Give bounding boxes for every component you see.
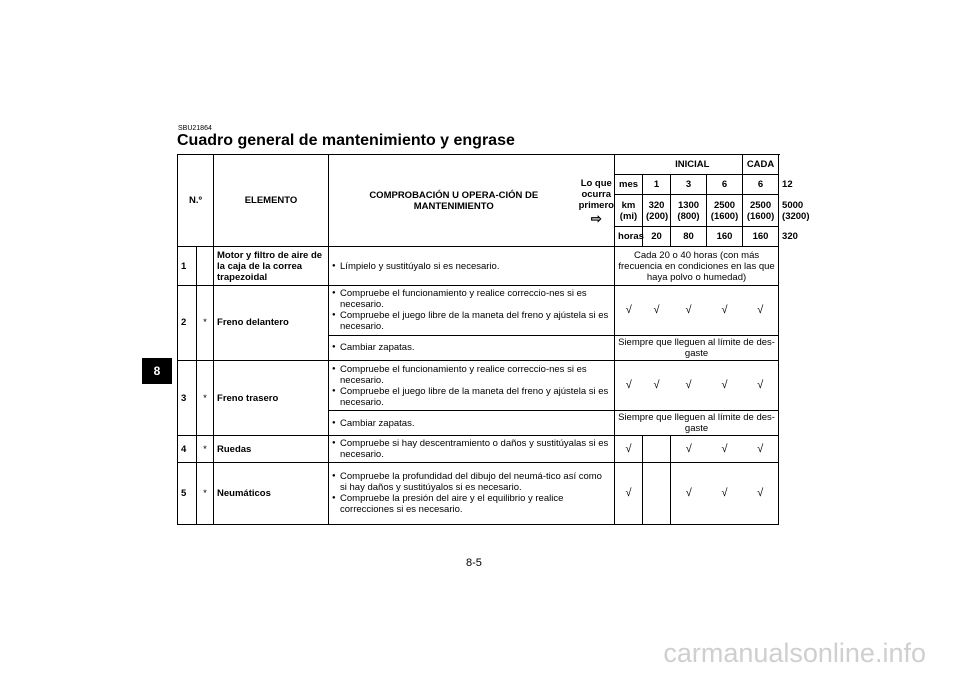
row-number: 4 (178, 436, 197, 462)
row-number: 3 (178, 361, 197, 436)
check-mark: √ (743, 436, 779, 462)
mes-value: 3 (671, 175, 707, 195)
row-operation (329, 285, 615, 335)
check-empty (643, 462, 671, 524)
check-mark: √ (707, 436, 743, 462)
row-element: Motor y filtro de aire de la caja de la correa trapezoidal (214, 247, 329, 285)
header-initial: INICIAL (643, 155, 743, 175)
operation-item: ● Cambiar zapatas. (332, 418, 611, 429)
table-row (178, 285, 779, 335)
row-operation (329, 335, 615, 360)
horas-value: 160 (743, 227, 779, 247)
header-check: COMPROBACIÓN U OPERA-CIÓN DE MANTENIMIENTO (329, 155, 579, 247)
km-value: 320 (200) (643, 195, 671, 227)
check-mark: √ (643, 361, 671, 411)
check-mark: √ (671, 462, 707, 524)
horas-value: 160 (707, 227, 743, 247)
row-element: Ruedas (214, 436, 329, 462)
check-mark: √ (743, 462, 779, 524)
horas-value: 20 (643, 227, 671, 247)
row-element: Neumáticos (214, 462, 329, 524)
row-operation (329, 436, 615, 462)
check-mark: √ (707, 285, 743, 335)
row-number: 2 (178, 285, 197, 360)
check-mark: √ (671, 285, 707, 335)
mes-value: 6 (743, 175, 779, 195)
row-star: * (197, 436, 214, 462)
row-element: Freno delantero (214, 285, 329, 360)
operation-item: ● Compruebe el juego libre de la maneta del freno y ajústela si es necesario. (332, 386, 611, 408)
row-number: 1 (178, 247, 197, 285)
operation-item: ● Compruebe la profundidad del dibujo del neumá-tico así como si hay daños y sustitúyalos si es necesario. (332, 471, 611, 493)
header-every: CADA (743, 155, 779, 175)
check-mark: √ (743, 285, 779, 335)
table-row (178, 247, 779, 285)
row-operation (329, 361, 615, 411)
km-value: 2500 (1600) (743, 195, 779, 227)
operation-item: ● Compruebe la presión del aire y el equilibrio y realice correcciones si es necesario. (332, 493, 611, 515)
table-row (178, 436, 779, 462)
table-row (178, 361, 779, 411)
page-title: Cuadro general de mantenimiento y engrase (177, 132, 515, 149)
header-horas: horas (615, 227, 643, 247)
check-mark: √ (643, 285, 671, 335)
header-first-label: Lo que ocurra primero (578, 177, 614, 211)
check-mark: √ (707, 361, 743, 411)
operation-item: ● Límpielo y sustitúyalo si es necesario. (332, 261, 611, 272)
row-star: * (197, 361, 214, 436)
horas-value: 80 (671, 227, 707, 247)
maintenance-table: N.º ELEMENTO COMPROBACIÓN U OPERA-CIÓN DE MANTENIMIENTO Lo que ocurra primero ⇨ INICIAL CADA mes 1 3 6 6 12 km (mi) 320 (200) 1300 (800) 2500 (1600) 2500 (1600) 5000 (3200) horas 20 80 160 160 320 1 Motor y filtro de aire de la caja de la correa trapezoidal ● Límpielo y sustitúyalo si es necesario. Cada 20 o 40 horas (con más frecuencia en condiciones en las que haya polvo o humedad) 2 * Freno delantero ● Compruebe el funcionamiento y realice correccio-nes si es necesario. ● Compruebe el juego libre de la maneta del freno y ajústela si es necesario. √ √ √ √ √ ● Cambiar zapatas. Siempre que lleguen al límite de des-gaste 3 * Freno trasero ● Compruebe el funcionamiento y realice correccio-nes si es necesario. ● Compruebe el juego libre de la maneta del freno y ajústela si es necesario. √ √ √ √ √ ● Cambiar zapatas. Siempre que lleguen al límite de des-gaste 4 * Ruedas ● Compruebe si hay descentramiento o daños y sustitúyalas si es necesario. √ √ √ √ 5 * Neumáticos ● Compruebe la profundidad del dibujo del neumá-tico así como si hay daños y sustitúyalos si es necesario. ● Compruebe la presión del aire y el equilibrio y realice correcciones si es necesario. √ √ √ √ (177, 154, 779, 525)
check-mark: √ (615, 361, 643, 411)
operation-item: ● Cambiar zapatas. (332, 342, 611, 353)
check-mark: √ (671, 361, 707, 411)
check-mark: √ (707, 462, 743, 524)
row-note: Cada 20 o 40 horas (con más frecuencia en condiciones en las que haya polvo o humedad) (615, 247, 779, 285)
watermark: carmanualsonline.info (663, 638, 926, 668)
row-number: 5 (178, 462, 197, 524)
row-star (197, 247, 214, 285)
check-mark: √ (615, 462, 643, 524)
row-note: Siempre que lleguen al límite de des-gaste (615, 411, 779, 436)
operation-item: ● Compruebe el funcionamiento y realice correccio-nes si es necesario. (332, 288, 611, 310)
arrow-right-icon: ⇨ (590, 210, 602, 226)
row-star: * (197, 285, 214, 360)
mes-value: 6 (707, 175, 743, 195)
document-code: SBU21864 (178, 125, 212, 132)
row-operation (329, 462, 615, 524)
header-element: ELEMENTO (214, 155, 329, 247)
check-mark: √ (615, 285, 643, 335)
check-mark: √ (743, 361, 779, 411)
check-empty (643, 436, 671, 462)
row-star: * (197, 462, 214, 524)
km-value: 2500 (1600) (707, 195, 743, 227)
chapter-tab: 8 (142, 358, 172, 384)
operation-item: ● Compruebe el juego libre de la maneta del freno y ajústela si es necesario. (332, 310, 611, 332)
mes-value: 1 (643, 175, 671, 195)
check-mark: √ (615, 436, 643, 462)
operation-item: ● Compruebe si hay descentramiento o daños y sustitúyalas si es necesario. (332, 438, 611, 460)
check-mark: √ (671, 436, 707, 462)
km-value: 1300 (800) (671, 195, 707, 227)
header-no: N.º (178, 155, 214, 247)
table-row (178, 462, 779, 524)
header-mes: mes (615, 175, 643, 195)
header-first (579, 155, 615, 247)
page-number: 8-5 (466, 557, 482, 569)
header-km: km (mi) (615, 195, 643, 227)
header-empty (615, 155, 643, 175)
row-operation (329, 247, 615, 285)
row-note: Siempre que lleguen al límite de des-gaste (615, 335, 779, 360)
operation-item: ● Compruebe el funcionamiento y realice correccio-nes si es necesario. (332, 364, 611, 386)
row-operation (329, 411, 615, 436)
row-element: Freno trasero (214, 361, 329, 436)
